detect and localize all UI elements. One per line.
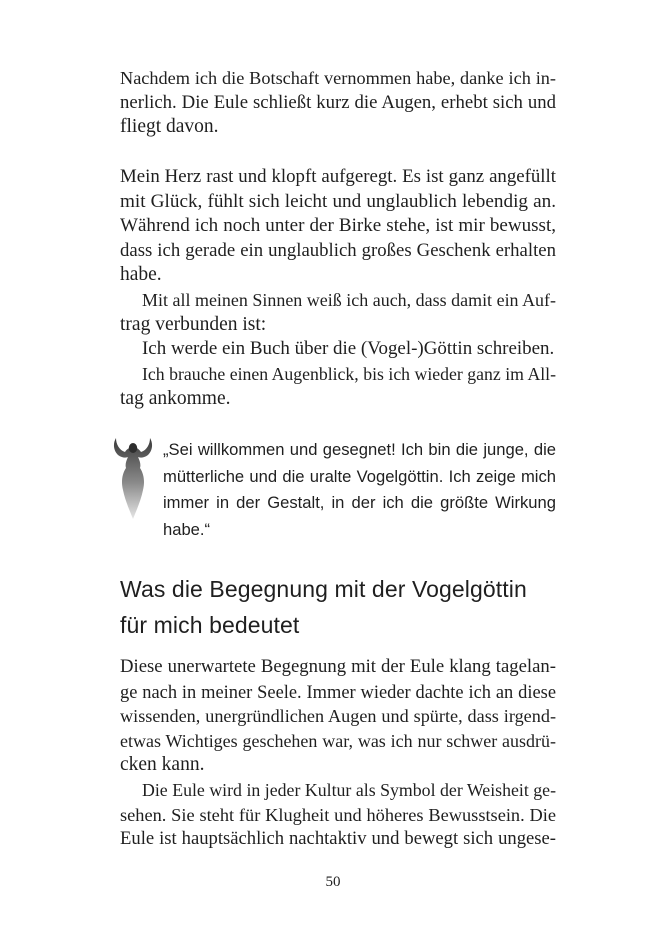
text-line: cken kann. [120, 754, 205, 776]
text-line: mit Glück, fühlt sich leicht und unglaublich lebendig an. [120, 190, 556, 212]
text-line: Mit all meinen Sinnen weiß ich auch, dass damit ein Auf- [142, 290, 556, 310]
section-heading [120, 571, 560, 643]
text-line: wissenden, unergründlichen Augen und spürte, dass irgend- [120, 706, 556, 727]
text-line: trag verbunden ist: [120, 313, 267, 335]
paragraph-2 [120, 165, 556, 288]
quote-line: „Sei willkommen und gesegnet! Ich bin die junge, die [163, 440, 556, 459]
quote-line: mütterliche und die uralte Vogelgöttin. Ich zeige mich [163, 466, 556, 486]
page-number: 50 [325, 874, 341, 890]
paragraph-3 [120, 288, 556, 337]
heading-line: Was die Begegnung mit der Vogelgöttin [120, 576, 527, 602]
text-line: sehen. Sie steht für Klugheit und höheres Bewusstsein. Die [120, 804, 556, 825]
text-line: habe. [120, 264, 162, 286]
text-line: Diese unerwartete Begegnung mit der Eule klang tagelan- [120, 656, 556, 677]
text-line: Nachdem ich die Botschaft vernommen habe, danke ich in- [120, 68, 556, 88]
text-line: Ich werde ein Buch über die (Vogel-)Göttin schreiben. [142, 338, 555, 359]
paragraph-5 [120, 362, 556, 411]
text-line: Die Eule wird in jeder Kultur als Symbol der Weisheit ge- [142, 780, 556, 800]
paragraph-1 [120, 66, 556, 140]
text-line: ge nach in meiner Seele. Immer wieder dachte ich an diese [120, 681, 556, 702]
text-line: Eule ist hauptsächlich nachtaktiv und bewegt sich ungese- [120, 828, 556, 850]
quote-line: immer in der Gestalt, in der ich die größte Wirkung [163, 493, 556, 512]
text-line: Mein Herz rast und klopft aufgeregt. Es ist ganz angefüllt [120, 166, 556, 187]
heading-line: für mich bedeutet [120, 612, 300, 638]
paragraph-7 [120, 778, 556, 852]
paragraph-6 [120, 655, 556, 778]
text-line: dass ich gerade ein unglaublich großes Geschenk erhalten [120, 239, 556, 261]
goddess-quote [163, 437, 556, 543]
text-line: etwas Wichtiges geschehen war, was ich nur schwer ausdrü- [120, 730, 556, 751]
text-line: fliegt davon. [120, 116, 219, 138]
text-line: nerlich. Die Eule schließt kurz die Augen, erhebt sich und [120, 91, 556, 113]
text-line: Ich brauche einen Augenblick, bis ich wieder ganz im All- [142, 364, 556, 384]
paragraph-4 [120, 337, 556, 362]
goddess-figure-icon [110, 437, 156, 521]
text-line: Während ich noch unter der Birke stehe, ist mir bewusst, [120, 215, 556, 237]
quote-line: habe.“ [163, 519, 211, 539]
text-line: tag ankomme. [120, 387, 231, 409]
